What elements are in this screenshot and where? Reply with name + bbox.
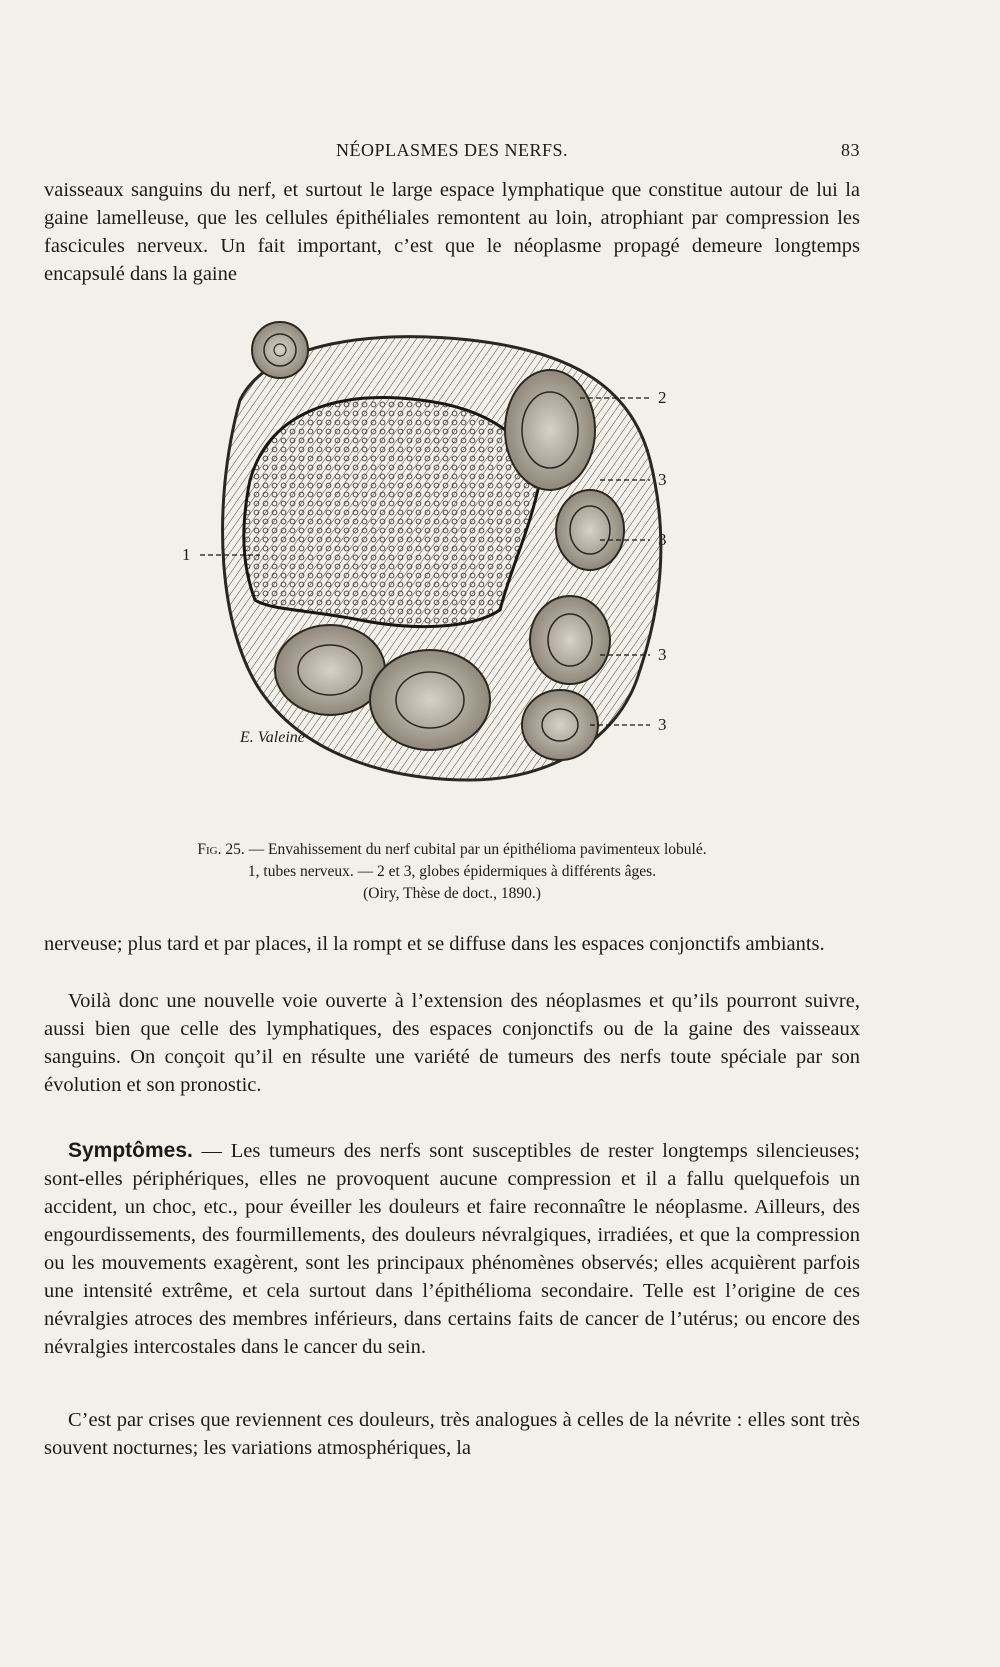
label-3b: 3 xyxy=(658,530,667,549)
paragraph-2: nerveuse; plus tard et par places, il la rompt et se diffuse dans les espaces conjonctifs ambiants. xyxy=(44,933,825,955)
symptoms-text: — Les tumeurs des nerfs sont susceptibles de rester longtemps silencieuses; sont-elles périphériques, elles ne provoquent aucune compression et il a fallu quelquefois un accident, un choc, etc., pour éveiller les douleurs et faire reconnaître le néoplasme. Ailleurs, des engourdissements, des fourmillements, des douleurs névralgiques, irradiées, et que la compression ou les mouvements exagèrent, sont les principaux phénomènes observés; elles acquièrent parfois une intensité extrême, et cela surtout dans l’épithélioma secondaire. Telle est l’origine de ces névralgies atroces des membres inférieurs, dans certains faits de cancer de l’utérus; ou encore des névralgies intercostales dans le cancer du sein. xyxy=(44,1140,860,1358)
figure-caption-line-2: 1, tubes nerveux. — 2 et 3, globes épidermiques à différents âges. xyxy=(247,863,657,880)
nerve-fascicle xyxy=(244,398,540,627)
artist-signature: E. Valeine xyxy=(240,729,305,746)
histology-figure xyxy=(180,310,720,830)
paragraph-3: Voilà donc une nouvelle voie ouverte à l’extension des néoplasmes et qu’ils pourront suivre, aussi bien que celle des lymphatiques, des espaces conjonctifs ou de la gaine des vaisseaux sanguins. On conçoit qu’il en résulte une variété de tumeurs des nerfs toute spéciale par son évolution et son pronostic. xyxy=(44,990,860,1096)
paragraph-5: C’est par crises que reviennent ces douleurs, très analogues à celles de la névrite : elles sont très souvent nocturnes; les variations atmosphériques, la xyxy=(44,1409,860,1459)
label-3c: 3 xyxy=(658,645,667,664)
symptoms-paragraph xyxy=(44,1137,860,1361)
label-1: 1 xyxy=(182,545,191,564)
running-title: NÉOPLASMES DES NERFS. xyxy=(335,140,569,160)
label-3a: 3 xyxy=(658,470,667,489)
nerve-section-illustration xyxy=(180,310,720,830)
paragraph-1: vaisseaux sanguins du nerf, et surtout le large espace lymphatique que constitue autour de lui la gaine lamelleuse, que les cellules épithéliales remontent au loin, atrophiant par compression les fascicules nerveux. Un fait important, c’est que le néoplasme propagé demeure longtemps encapsulé dans la gaine xyxy=(44,179,860,285)
figure-number: Fig. 25. xyxy=(197,841,245,858)
label-2: 2 xyxy=(658,388,667,407)
page-number: 83 xyxy=(841,140,860,160)
section-heading: Symptômes. xyxy=(68,1139,193,1162)
figure-caption-line-1 xyxy=(44,840,860,860)
label-3d: 3 xyxy=(658,715,667,734)
figure-caption-title: — Envahissement du nerf cubital par un épithélioma pavimenteux lobulé. xyxy=(244,841,707,858)
figure-caption-line-3: (Oiry, Thèse de doct., 1890.) xyxy=(363,885,541,902)
epidermic-globe xyxy=(252,322,308,378)
